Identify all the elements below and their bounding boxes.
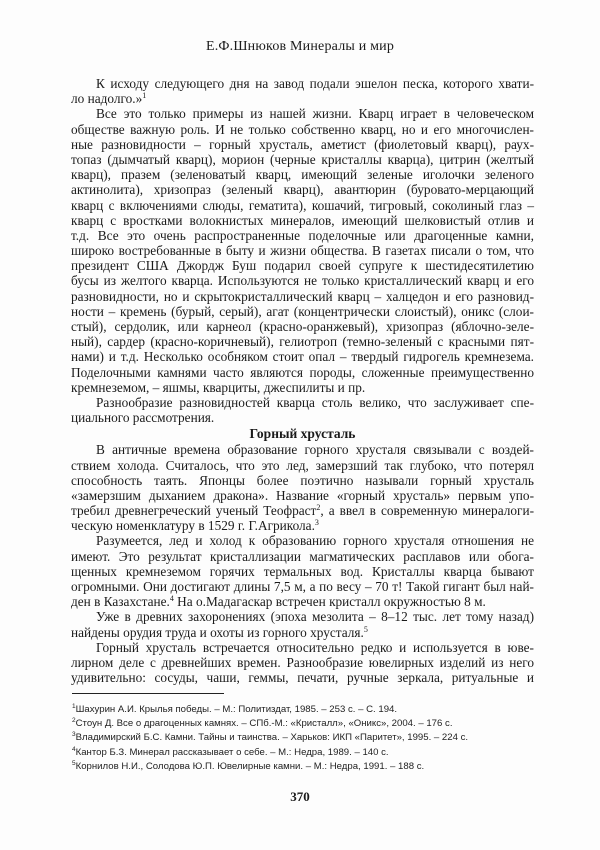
text-line: «замерзшим дыханием дракона». Название «горный хрусталь» первым упо- bbox=[71, 487, 534, 503]
footnote-text: Шахурин А.И. Крылья победы. – М.: Политиздат, 1985. – 253 с. – С. 194. bbox=[75, 704, 398, 715]
text-line: широко востребованные в быту и жизни общества. В газетах писали о том, что bbox=[71, 243, 534, 259]
footnote-ref: 3 bbox=[314, 518, 319, 528]
text-segment: ло надолго.» bbox=[71, 91, 143, 107]
footnote-text: Владимирский Б.С. Камни. Тайны и таинства. – Харьков: ИКП «Паритет», 1995. – 224 с. bbox=[75, 732, 469, 744]
footnote-text: Кантор Б.З. Минерал рассказывает о себе. – М.: Недра, 1989. – 140 с. bbox=[75, 746, 389, 758]
text-line: т.д. Все это очень распространенные поделочные или драгоценные камни, bbox=[71, 227, 534, 243]
text-line: Горный хрусталь встречается относительно редко и используется в юве- bbox=[96, 639, 534, 655]
text-line: лирном деле с древнейших времен. Разнообразие ювелирных изделий из него bbox=[71, 654, 534, 670]
text-line bbox=[71, 503, 534, 518]
text-line: ные разновидности – горный хрусталь, аметист (фиолетовый кварц), раух- bbox=[71, 136, 534, 152]
text-line: нами) и т.д. Несколько особняком стоит опал – твердый гидрогель кремнезема. bbox=[71, 349, 534, 365]
text-line: К исходу следующего дня на завод подали эшелон песка, которого хвати- bbox=[96, 76, 534, 91]
text-line: актинолита), хризопраз (зеленый кварц), авантюрин (буровато-мерцающий bbox=[71, 182, 534, 198]
text-segment: На о.Мадагаскар встречен кристалл окружностью 8 м. bbox=[173, 594, 486, 610]
footnote-ref: 2 bbox=[316, 503, 321, 513]
text-line: Разумеется, лед и холод к образованию горного хрусталя отношения не bbox=[96, 533, 534, 549]
footnote-text: Стоун Д. Все о драгоценных камнях. – СПб.-М.: «Кристалл», «Оникс», 2004. – 176 с. bbox=[75, 718, 453, 730]
text-line bbox=[71, 91, 534, 106]
footnote bbox=[72, 746, 468, 760]
text-segment: ческую номенклатуру в 1529 г. Г.Агрикола. bbox=[71, 518, 315, 534]
text-line: бусы из желтого кварца. Используются не только кристаллический кварц и его bbox=[71, 273, 534, 289]
text-line: кварц), празем (зеленоватый кварц, имеющий зеленые иголочки зеленого bbox=[71, 167, 534, 183]
text-line bbox=[71, 594, 534, 609]
text-line: ности – кремень (бурый, серый), агат (концентрически слоистый), оникс (слои- bbox=[71, 303, 534, 319]
text-segment: ден в Казахстане. bbox=[71, 594, 170, 610]
text-line: разновидности, но и скрытокристаллический кварц – халцедон и его разновид- bbox=[71, 288, 534, 304]
footnotes bbox=[72, 703, 468, 774]
footnote-number: 3 bbox=[72, 731, 76, 739]
footnote-ref: 5 bbox=[363, 624, 368, 634]
body-text bbox=[71, 76, 534, 685]
paragraph bbox=[71, 609, 534, 639]
footnote bbox=[72, 717, 468, 731]
paragraph bbox=[71, 640, 534, 686]
text-line: обществе важную роль. И не только собственно кварц, но и его многочислен- bbox=[71, 121, 534, 137]
text-line: имеют. Это результат кристаллизации магматических расплавов или обога- bbox=[71, 548, 534, 564]
footnote-number: 2 bbox=[72, 717, 76, 725]
footnote-text: Корнилов Н.И., Солодова Ю.П. Ювелирные камни. – М.: Недра, 1991. – 188 с. bbox=[75, 760, 425, 772]
footnote bbox=[72, 703, 468, 717]
text-line: Уже в древних захоронениях (эпоха мезолита – 8–12 тыс. лет тому назад) bbox=[96, 609, 534, 625]
text-segment: , а ввел в современную минералоги- bbox=[320, 503, 534, 519]
footnote-ref: 4 bbox=[169, 594, 174, 604]
text-line: удивительно: сосуды, чаши, геммы, печати, ручные зеркала, ритуальные и bbox=[71, 670, 534, 686]
footnote bbox=[72, 731, 468, 745]
text-line: президент США Джордж Буш подарил своей супруге к шестидесятилетию bbox=[71, 258, 534, 274]
footnote bbox=[72, 760, 468, 774]
text-line: кварц с включениями слюды, гематита), кошачий, тигровый, соколиный глаз – bbox=[71, 197, 534, 213]
page-number: 370 bbox=[290, 789, 310, 804]
text-line: кварц с вростками волокнистых минералов, имеющий шелковистый отлив и bbox=[71, 212, 534, 228]
paragraph bbox=[71, 442, 534, 533]
text-segment: требил древнегреческий ученый Теофраст bbox=[71, 503, 317, 519]
text-line bbox=[71, 625, 534, 640]
footnote-divider bbox=[72, 693, 224, 694]
running-header: Е.Ф.Шнюков Минералы и мир bbox=[205, 39, 395, 54]
paragraph bbox=[71, 533, 534, 609]
footnote-ref: 1 bbox=[142, 91, 147, 101]
text-line: огромными. Они достигают длины 7,5 м, а по весу – 70 т! Такой гигант был най- bbox=[71, 579, 534, 594]
text-line: ный), сардер (красно-коричневый), гелиотроп (темно-зеленый с красными пят- bbox=[71, 334, 534, 350]
text-line: кремнеземом, – яшмы, кварциты, джеспилиты и пр. bbox=[71, 379, 366, 395]
paragraph bbox=[71, 106, 534, 395]
text-line: щенных кремнеземом горячих термальных вод. Кристаллы кварца бывают bbox=[71, 563, 534, 579]
section-heading: Горный хрусталь bbox=[249, 426, 356, 442]
text-line: Поделочными камнями часто являются породы, сложенные преимущественно bbox=[71, 364, 534, 380]
text-line: В античные времена образование горного хрусталя связывали с воздей- bbox=[96, 442, 534, 458]
text-line: топаз (дымчатый кварц), морион (черные кристаллы кварца), цитрин (желтый bbox=[71, 151, 534, 167]
text-line: Разнообразие разновидностей кварца столь велико, что заслуживает спе- bbox=[96, 394, 534, 410]
footnote-number: 1 bbox=[72, 703, 76, 710]
text-line: Все это только примеры из нашей жизни. Кварц играет в человеческом bbox=[96, 106, 534, 122]
footnote-number: 5 bbox=[72, 759, 76, 767]
text-line: стый), сердолик, или карнеол (красно-оранжевый), хризопраз (яблочно-зеле- bbox=[71, 319, 534, 334]
footnote-number: 4 bbox=[72, 745, 76, 753]
text-line: ствием холода. Считалось, что это лед, замерзший так глубоко, что потерял bbox=[71, 457, 534, 473]
text-line: циального рассмотрения. bbox=[71, 410, 215, 426]
text-segment: найдены орудия труда и охоты из горного хрусталя. bbox=[71, 624, 364, 640]
text-line bbox=[71, 518, 534, 533]
text-line: способность таять. Японцы более поэтично называли горный хрусталь bbox=[71, 472, 534, 488]
paragraph bbox=[71, 76, 534, 106]
paragraph bbox=[71, 395, 534, 425]
